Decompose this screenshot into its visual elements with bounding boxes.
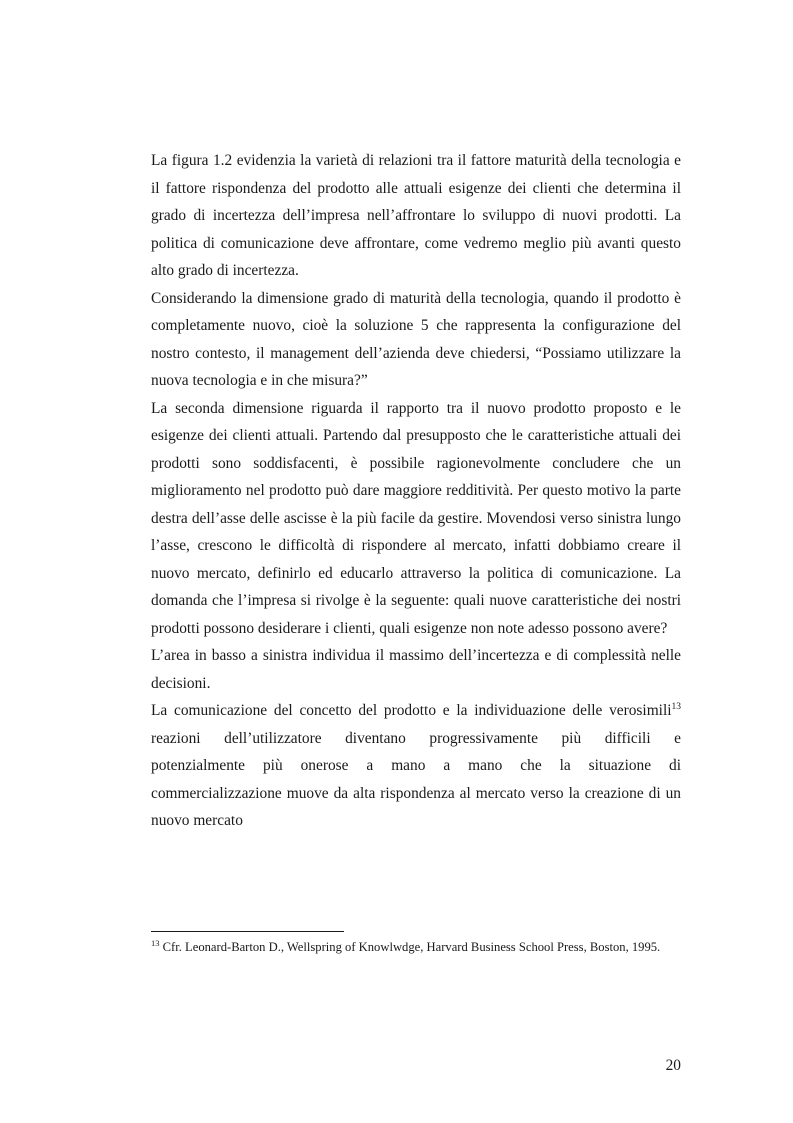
paragraph-5-first-line: La comunicazione del concetto del prodotto e la individuazione delle verosimili: [151, 702, 672, 719]
footnote-number: 13: [151, 938, 160, 948]
paragraph-5: [151, 697, 681, 835]
paragraph-1: La figura 1.2 evidenzia la varietà di relazioni tra il fattore maturità della tecnologia e il fattore rispondenza del prodotto alle attuali esigenze dei clienti che determina il grado di incertezza dell’impresa nell’affrontare lo sviluppo di nuovi prodotti. La politica di comunicazione deve affrontare, come vedremo meglio più avanti questo alto grado di incertezza.: [151, 152, 681, 279]
footnote-text: Cfr. Leonard-Barton D., Wellspring of Knowlwdge, Harvard Business School Press, Boston, 1995.: [159, 940, 661, 954]
paragraph-2: Considerando la dimensione grado di maturità della tecnologia, quando il prodotto è completamente nuovo, cioè la soluzione 5 che rappresenta la configurazione del nostro contesto, il management dell’azienda deve chiedersi, “Possiamo utilizzare la nuova tecnologia e in che misura?”: [151, 289, 681, 389]
paragraph-5-line-1: [151, 697, 681, 725]
paragraph-3: La seconda dimensione riguarda il rapporto tra il nuovo prodotto proposto e le esigenze dei clienti attuali. Partendo dal presupposto che le caratteristiche attuali dei prodotti sono soddisfacenti, è possibile ragionevolmente concludere che un miglioramento nel prodotto può dare maggiore redditività. Per questo motivo la parte destra dell’asse delle ascisse è la più facile da gestire. Movendosi verso sinistra lungo l’asse, crescono le difficoltà di rispondere al mercato, infatti dobbiamo creare il nuovo mercato, definirlo ed educarlo attraverso la politica di comunicazione. La domanda che l’impresa si rivolge è la seguente: quali nuove caratteristiche dei nostri prodotti possono desiderare i clienti, quali esigenze non note adesso possono avere?: [151, 399, 681, 637]
paragraph-5-line-3: potenzialmente più onerose a mano a mano che la situazione di: [151, 757, 681, 774]
main-text: [151, 147, 681, 835]
paragraph-5-rest: commercializzazione muove da alta rispondenza al mercato verso la creazione di un nuovo mercato: [151, 784, 681, 829]
footnote-reference[interactable]: 13: [671, 702, 681, 712]
paragraph-4: L’area in basso a sinistra individua il massimo dell’incertezza e di complessità nelle decisioni.: [151, 647, 681, 692]
paragraph-5-line-2: reazioni dell’utilizzatore diventano progressivamente più difficili e: [151, 729, 681, 747]
page-number: 20: [665, 1057, 681, 1074]
footnote-separator: [151, 931, 344, 932]
footnote: [151, 938, 681, 956]
